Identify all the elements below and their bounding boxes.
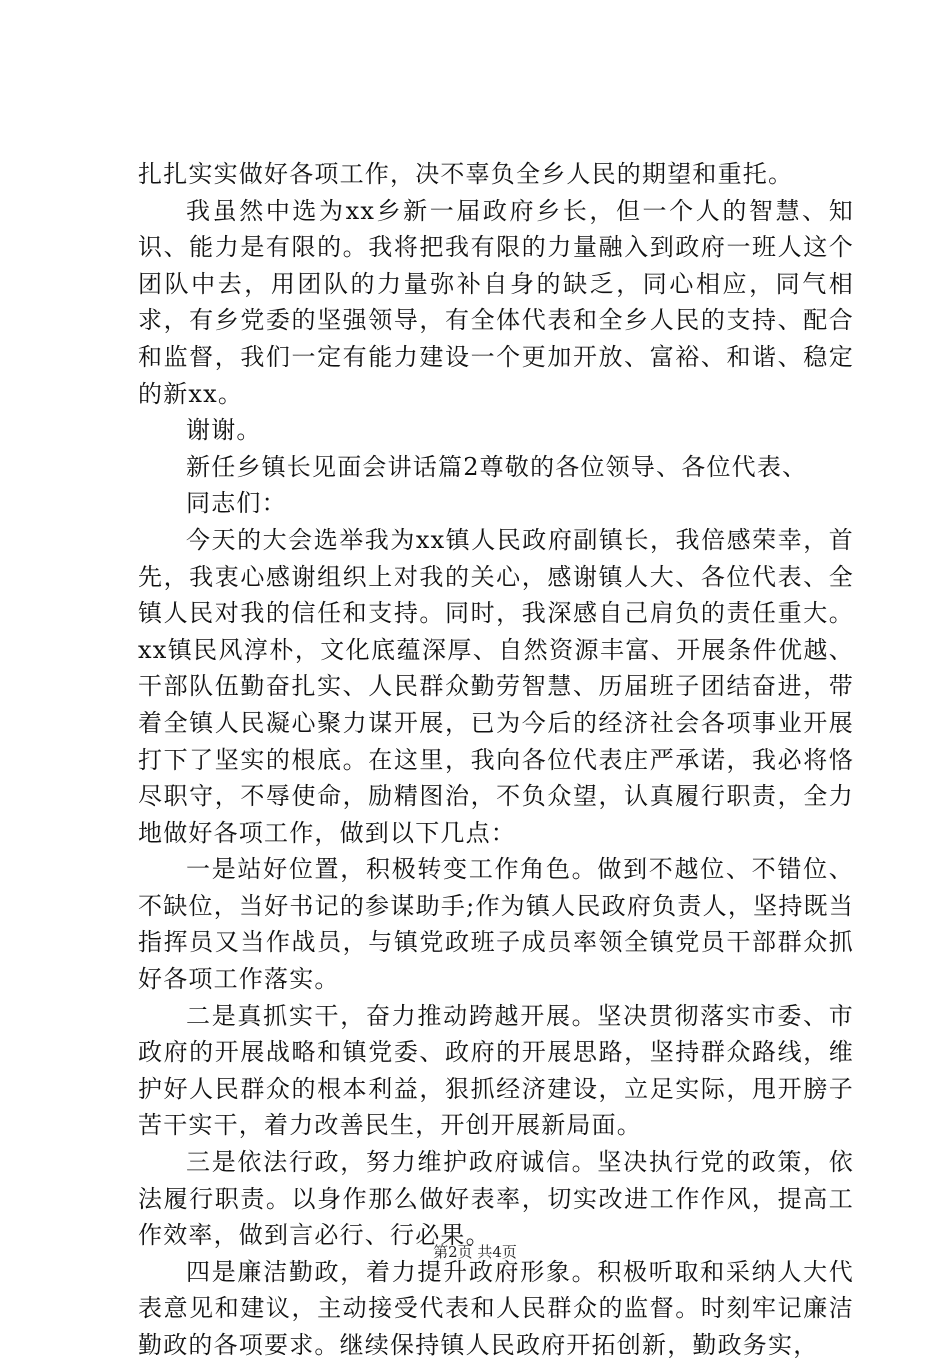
paragraph: 三是依法行政，努力维护政府诚信。坚决执行党的政策，依法履行职责。以身作那么做好表率，切实改进工作作风，提高工作效率，做到言必行、行必果。: [138, 1148, 854, 1250]
paragraph: 新任乡镇长见面会讲话篇2尊敬的各位领导、各位代表、: [186, 452, 808, 481]
paragraph: 四是廉洁勤政，着力提升政府形象。积极听取和采纳人大代表意见和建议，主动接受代表和人民群众的监督。时刻牢记廉洁勤政的各项要求。继续保持镇人民政府开拓创新，勤政务实，: [138, 1257, 854, 1359]
paragraph: 我虽然中选为xx乡新一届政府乡长，但一个人的智慧、知识、能力是有限的。我将把我有限的力量融入到政府一班人这个团队中去，用团队的力量弥补自身的缺乏，同心相应，同气相求，有乡党委的坚强领导，有全体代表和全乡人民的支持、配合和监督，我们一定有能力建设一个更加开放、富裕、和谐、稳定的新xx。: [138, 196, 854, 408]
paragraph: 同志们：: [186, 489, 287, 518]
page-footer: 第2页 共4页: [433, 1243, 517, 1261]
paragraph: 谢谢。: [186, 416, 262, 445]
document-body: [138, 156, 854, 1364]
paragraph: 二是真抓实干，奋力推动跨越开展。坚决贯彻落实市委、市政府的开展战略和镇党委、政府的开展思路，坚持群众路线，维护好人民群众的根本利益，狠抓经济建设，立足实际，甩开膀子苦干实干，着力改善民生，开创开展新局面。: [138, 1001, 854, 1140]
paragraph: 今天的大会选举我为xx镇人民政府副镇长，我倍感荣幸，首先，我衷心感谢组织上对我的关心，感谢镇人大、各位代表、全镇人民对我的信任和支持。同时，我深感自己肩负的责任重大。xx镇民风淳朴，文化底蕴深厚、自然资源丰富、开展条件优越、干部队伍勤奋扎实、人民群众勤劳智慧、历届班子团结奋进，带着全镇人民凝心聚力谋开展，已为今后的经济社会各项事业开展打下了坚实的根底。在这里，我向各位代表庄严承诺，我必将恪尽职守，不辱使命，励精图治，不负众望，认真履行职责，全力地做好各项工作，做到以下几点：: [138, 525, 854, 847]
paragraph: 一是站好位置，积极转变工作角色。做到不越位、不错位、不缺位，当好书记的参谋助手;作为镇人民政府负责人，坚持既当指挥员又当作战员，与镇党政班子成员率领全镇党员干部群众抓好各项工作落实。: [138, 855, 854, 994]
paragraph: 扎扎实实做好各项工作，决不辜负全乡人民的期望和重托。: [138, 160, 794, 188]
